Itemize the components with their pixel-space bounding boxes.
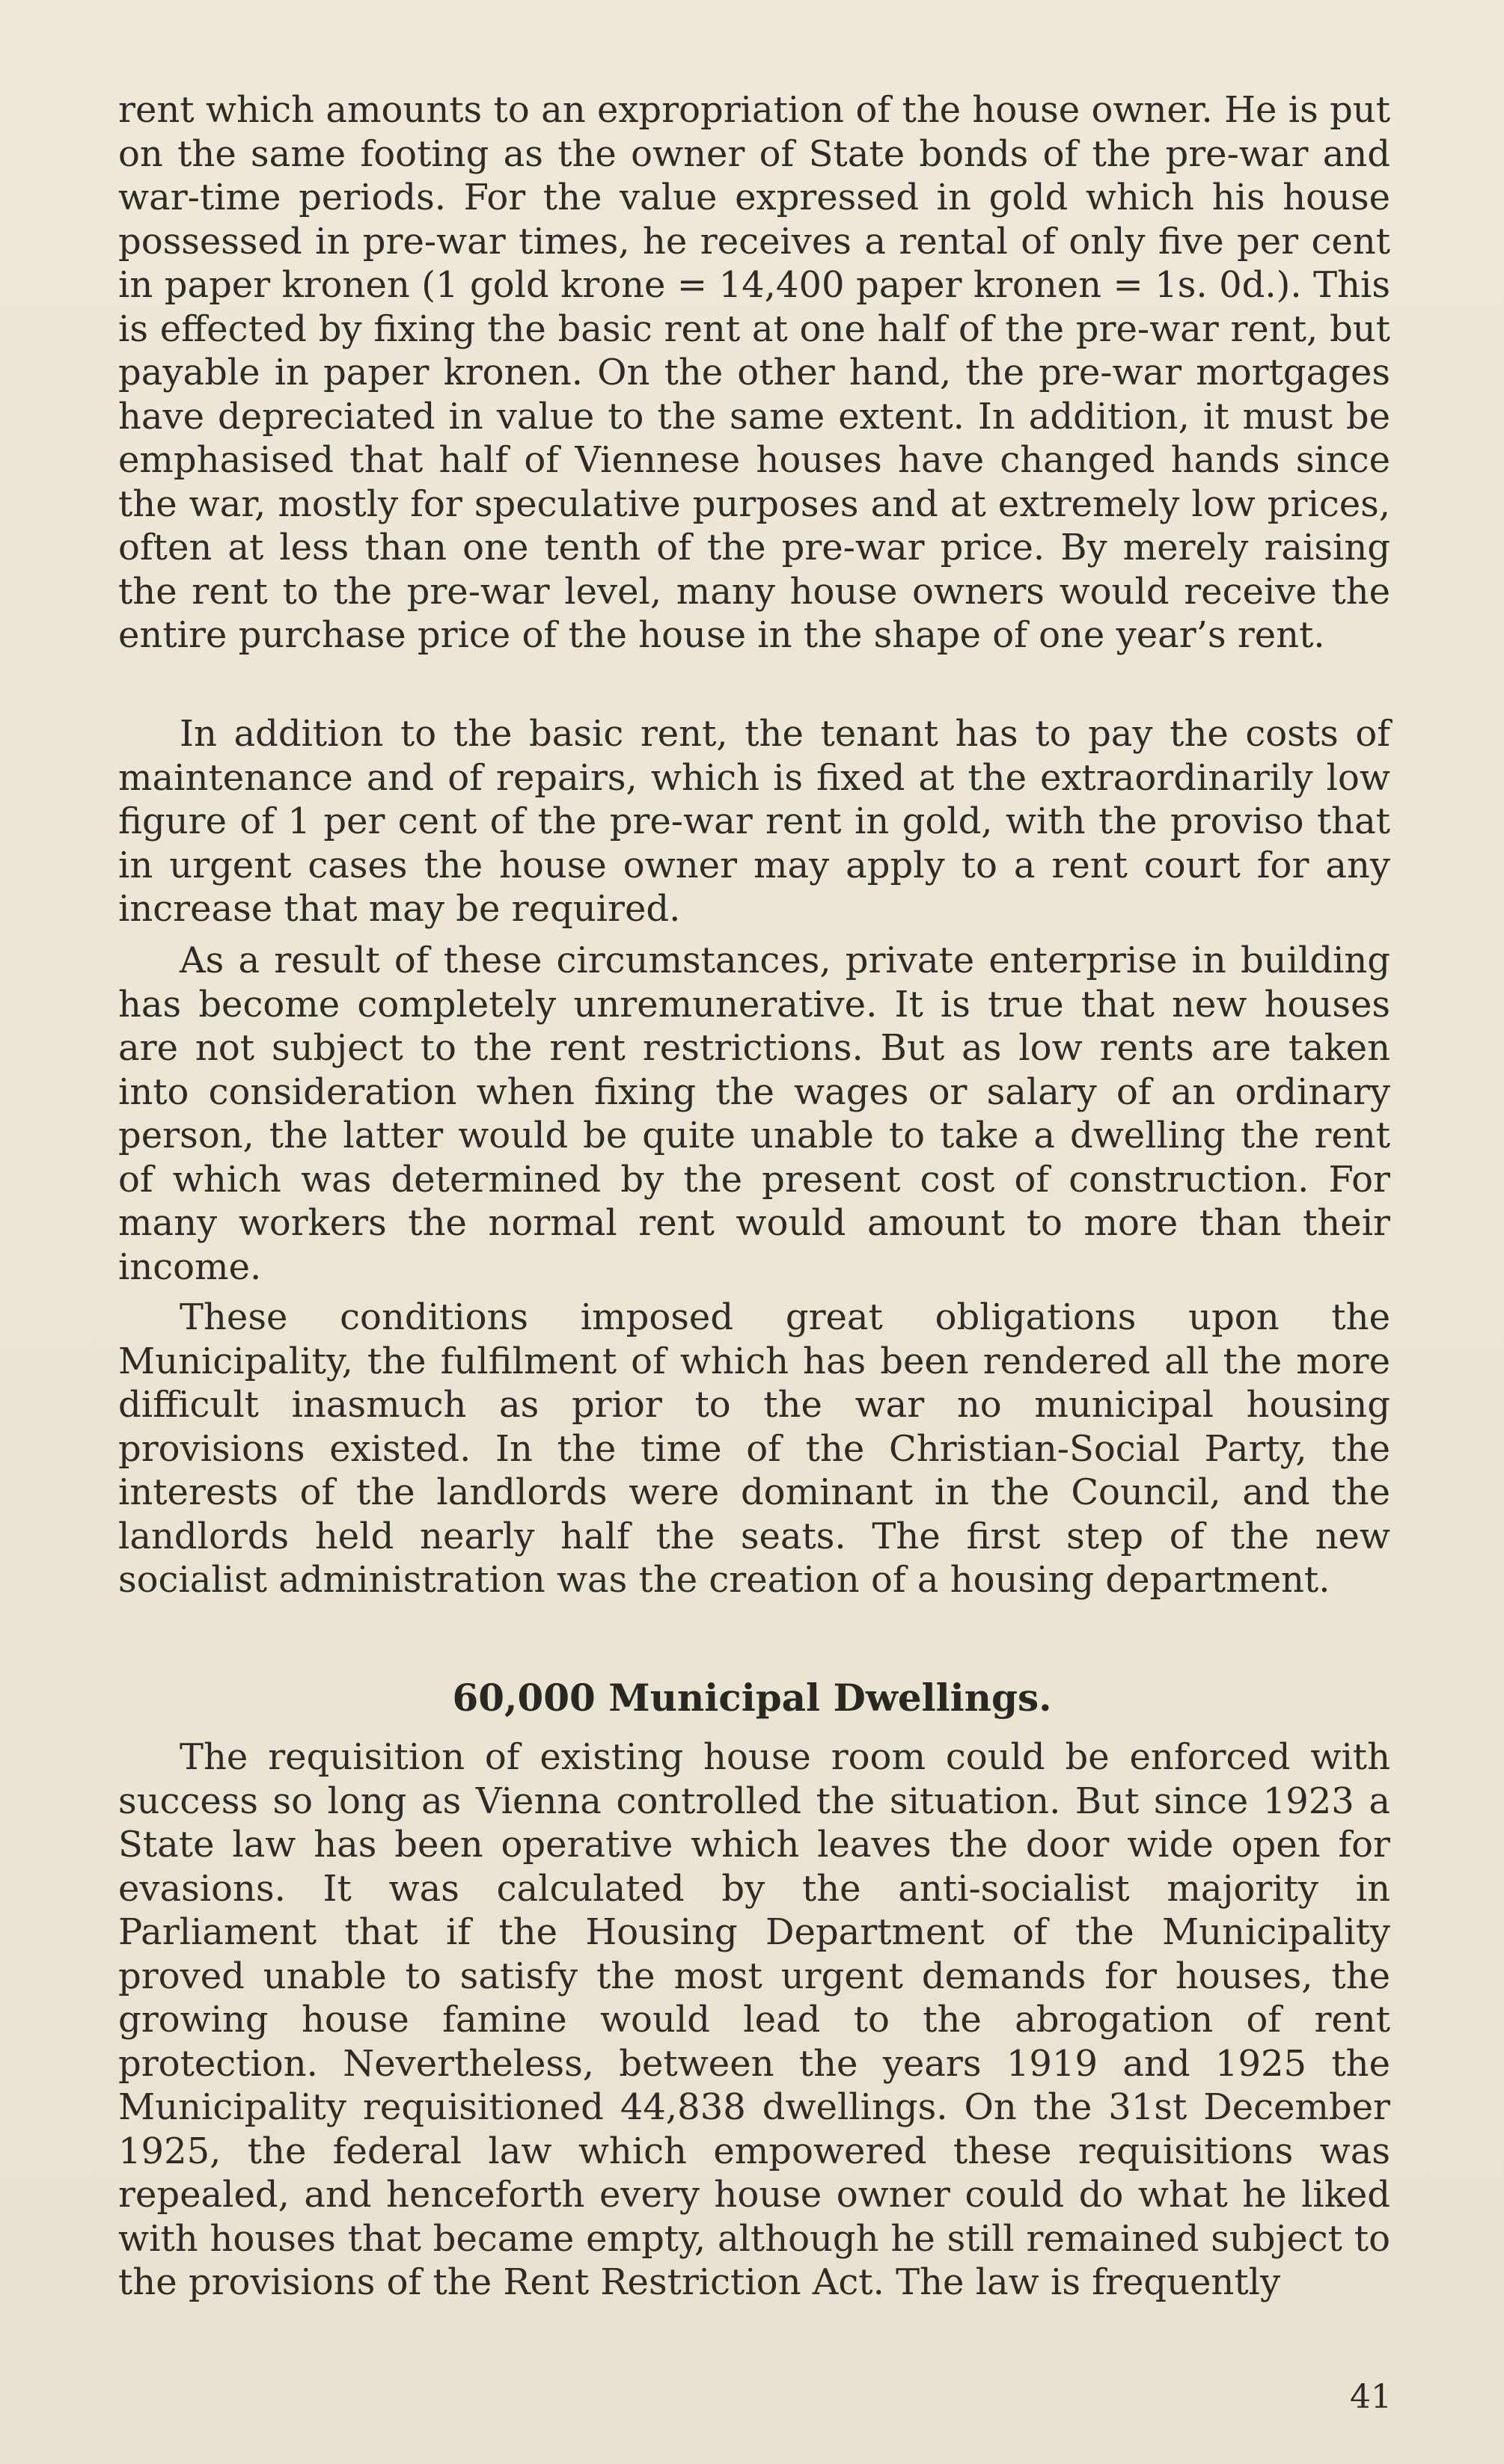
- paragraph-text: As a result of these circumstances, private enterprise in building has become completely unremunerative. It is true that new houses are not subject to the rent restrictions. But as low rents are taken into consideration when fixing the wages or salary of an ordinary person, the latter would be quite unable to take a dwelling the rent of which was determined by the present cost of construction. For many workers the normal rent would amount to more than their income.: [118, 940, 1390, 1288]
- paragraph-maintenance-costs: [118, 712, 1390, 931]
- paragraph-text: In addition to the basic rent, the tenant has to pay the costs of maintenance and of repairs, which is fixed at the extraordinarily low figure of 1 per cent of the pre-war rent in gold, with the proviso that in urgent cases the house owner may apply to a rent court for any increase that may be required.: [118, 713, 1390, 930]
- page-number: 41: [1350, 2378, 1392, 2416]
- paragraph-private-enterprise: [118, 939, 1390, 1289]
- paragraph-text: The requisition of existing house room could be enforced with success so long as Vienna controlled the situation. But since 1923 a State law has been operative which leaves the door wide open for evasions. It was calculated by the anti-socialist majority in Parliament that if the Housing Department of the Municipality proved unable to satisfy the most urgent demands for houses, the growing house famine would lead to the abrogation of rent protection. Nevertheless, between the years 1919 and 1925 the Municipality requisitioned 44,838 dwellings. On the 31st December 1925, the federal law which empowered these requisitions was repealed, and henceforth every house owner could do what he liked with houses that became empty, although he still remained subject to the provisions of the Rent Restriction Act. The law is frequently: [118, 1736, 1390, 2303]
- section-heading: 60,000 Municipal Dwellings.: [452, 1676, 1052, 1720]
- paragraph-text: rent which amounts to an expropriation of the house owner. He is put on the same footing as the owner of State bonds of the pre-war and war-time periods. For the value expressed in gold which his house possessed in pre-war times, he receives a rental of only five per cent in paper kronen (1 gold krone = 14,400 paper kronen = 1s. 0d.). This is effected by fixing the basic rent at one half of the pre-war rent, but payable in paper kronen. On the other hand, the pre-war mortgages have depreciated in value to the same extent. In addition, it must be emphasised that half of Viennese houses have changed hands since the war, mostly for speculative purposes and at extremely low prices, often at less than one tenth of the pre-war price. By merely raising the rent to the pre-war level, many house owners would receive the entire purchase price of the house in the shape of one year’s rent.: [118, 89, 1390, 656]
- paragraph-rent-expropriation: [118, 88, 1390, 658]
- paragraph-text: These conditions imposed great obligations upon the Municipality, the fulfilment of which has been rendered all the more difficult inasmuch as prior to the war no municipal housing provisions existed. In the time of the Christian-Social Party, the interests of the landlords were dominant in the Council, and the landlords held nearly half the seats. The first step of the new socialist administration was the creation of a housing department.: [118, 1296, 1390, 1601]
- paragraph-requisition: [118, 1735, 1390, 2305]
- paragraph-municipal-obligations: [118, 1296, 1390, 1602]
